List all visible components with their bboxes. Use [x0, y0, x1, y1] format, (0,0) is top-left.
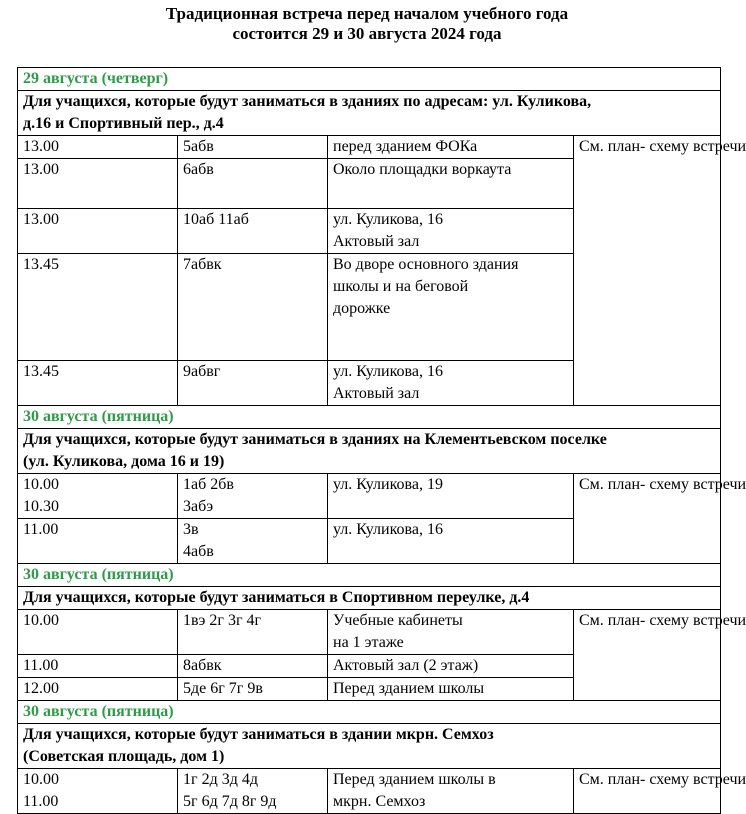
group-header-line: (Советская площадь, дом 1) [23, 748, 225, 765]
classes-cell [178, 474, 328, 519]
note-text: См. план- схему встречи [579, 138, 746, 155]
time-text: 10.00 [23, 612, 59, 629]
place-cell [328, 361, 574, 406]
place-text: ул. Куликова, 19 [333, 476, 443, 493]
time-text: 11.00 [23, 657, 59, 674]
place-cell [328, 159, 574, 209]
time-cell [18, 519, 178, 564]
place-text: на 1 этаже [333, 634, 404, 651]
date-row [18, 68, 721, 91]
classes-cell [178, 769, 328, 814]
place-cell [328, 678, 574, 701]
place-cell [328, 136, 574, 159]
date-header: 30 августа (пятница) [18, 406, 721, 429]
table-row [18, 610, 721, 655]
date-header: 29 августа (четверг) [18, 68, 721, 91]
time-text: 10.00 [23, 771, 59, 788]
group-row [18, 91, 721, 136]
place-text: ул. Куликова, 16 [333, 363, 443, 380]
date-header: 30 августа (пятница) [18, 701, 721, 724]
place-text: Актовый зал (2 этаж) [333, 657, 479, 674]
title-line-2: состоится 29 и 30 августа 2024 года [232, 24, 502, 43]
date-row [18, 564, 721, 587]
classes-text: 1г 2д 3д 4д [183, 771, 258, 788]
place-text: школы и на беговой [333, 278, 469, 295]
place-text: Около площадки воркаута [333, 161, 512, 178]
group-header-line: д.16 и Спортивный пер., д.4 [23, 115, 224, 132]
classes-cell [178, 159, 328, 209]
classes-cell [178, 655, 328, 678]
time-text: 13.45 [23, 256, 59, 273]
table-row [18, 474, 721, 519]
schedule-table [17, 67, 746, 814]
classes-text: 8абвк [183, 657, 222, 674]
place-cell [328, 254, 574, 361]
classes-text: 1аб 2бв [183, 476, 234, 493]
note-cell [574, 610, 746, 701]
classes-text: 6абв [183, 161, 214, 178]
place-cell [328, 474, 574, 519]
note-cell [574, 769, 746, 814]
time-text: 13.00 [23, 211, 59, 228]
time-cell [18, 678, 178, 701]
time-text: 13.00 [23, 161, 59, 178]
group-header [18, 429, 721, 474]
classes-text: 4абв [183, 543, 214, 560]
note-text: См. план- схему встречи [579, 771, 746, 788]
place-text: мкрн. Семхоз [333, 793, 426, 810]
time-cell [18, 136, 178, 159]
place-cell [328, 655, 574, 678]
group-header-line: Для учащихся, которые будут заниматься в зданиях по адресам: ул. Куликова, [23, 93, 592, 110]
place-text: дорожке [333, 300, 391, 317]
note-cell [574, 474, 746, 564]
time-cell [18, 474, 178, 519]
group-header-line: Для учащихся, которые будут заниматься в здании мкрн. Семхоз [23, 726, 494, 743]
title-line-1: Традиционная встреча перед началом учебного года [165, 4, 569, 23]
place-text: ул. Куликова, 16 [333, 521, 443, 538]
place-text: Актовый зал [333, 385, 420, 402]
place-cell [328, 519, 574, 564]
classes-text: 3абэ [183, 498, 214, 515]
classes-cell [178, 610, 328, 655]
note-text: См. план- схему встречи [579, 612, 746, 629]
time-text: 11.00 [23, 521, 59, 538]
place-text: ул. Куликова, 16 [333, 211, 443, 228]
time-cell [18, 769, 178, 814]
place-cell [328, 769, 574, 814]
date-row [18, 701, 721, 724]
time-text: 13.45 [23, 363, 59, 380]
classes-cell [178, 136, 328, 159]
time-cell [18, 254, 178, 361]
note-text: См. план- схему встречи [579, 476, 746, 493]
classes-text: 7абвк [183, 256, 222, 273]
group-header-line: Для учащихся, которые будут заниматься в зданиях на Клементьевском поселке [23, 431, 607, 448]
group-row [18, 429, 721, 474]
classes-text: 5абв [183, 138, 214, 155]
classes-text: 5де 6г 7г 9в [183, 680, 263, 697]
classes-cell [178, 361, 328, 406]
time-cell [18, 361, 178, 406]
place-text: Учебные кабинеты [333, 612, 463, 629]
table-row [18, 769, 721, 814]
classes-cell [178, 209, 328, 254]
place-cell [328, 209, 574, 254]
classes-text: 10аб 11аб [183, 211, 249, 228]
time-cell [18, 209, 178, 254]
time-text: 12.00 [23, 680, 59, 697]
note-cell [574, 136, 746, 406]
time-text: 11.00 [23, 793, 59, 810]
place-text: Во дворе основного здания [333, 256, 519, 273]
date-row [18, 406, 721, 429]
time-text: 10.00 [23, 476, 59, 493]
table-row [18, 136, 721, 159]
classes-text: 9абвг [183, 363, 221, 380]
classes-cell [178, 254, 328, 361]
group-row [18, 587, 721, 610]
classes-cell [178, 678, 328, 701]
group-row [18, 724, 721, 769]
group-header [18, 91, 721, 136]
time-text: 13.00 [23, 138, 59, 155]
group-header [18, 587, 721, 610]
time-cell [18, 610, 178, 655]
classes-text: 1вэ 2г 3г 4г [183, 612, 262, 629]
date-header: 30 августа (пятница) [18, 564, 721, 587]
place-cell [328, 610, 574, 655]
classes-text: 3в [183, 521, 199, 538]
classes-text: 5г 6д 7д 8г 9д [183, 793, 277, 810]
place-text: Перед зданием школы в [333, 771, 496, 788]
place-text: Перед зданием школы [333, 680, 485, 697]
place-text: перед зданием ФОКа [333, 138, 478, 155]
classes-cell [178, 519, 328, 564]
group-header-line: Для учащихся, которые будут заниматься в Спортивном переулке, д.4 [23, 589, 530, 606]
page-title [0, 4, 734, 44]
group-header [18, 724, 721, 769]
place-text: Актовый зал [333, 233, 420, 250]
time-cell [18, 655, 178, 678]
time-cell [18, 159, 178, 209]
group-header-line: (ул. Куликова, дома 16 и 19) [23, 453, 225, 470]
time-text: 10.30 [23, 498, 59, 515]
